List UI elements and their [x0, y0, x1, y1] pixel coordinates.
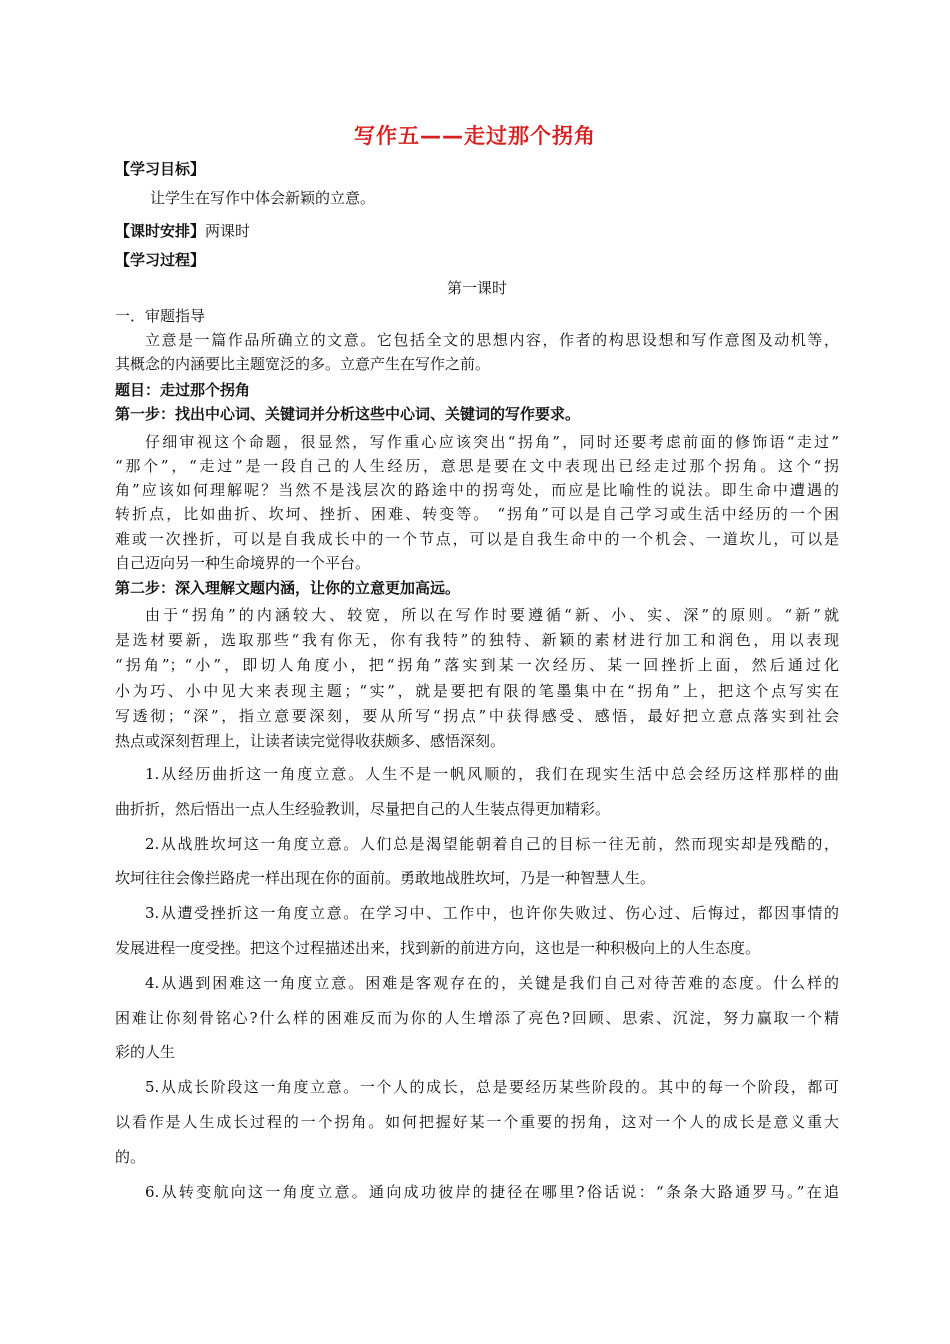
step-two-heading: 第二步：深入理解文题内涵，让你的立意更加高远。	[115, 579, 461, 597]
schedule-row	[115, 219, 839, 243]
paragraph-line: 角”应该如何理解呢？当然不是浅层次的路途中的拐弯处，而应是比喻性的说法。即生命中遭遇的	[115, 481, 839, 499]
paragraph-line: 立意是一篇作品所确立的文意。它包括全文的思想内容，作者的构思设想和写作意图及动机等，	[145, 331, 839, 349]
schedule-label: 【课时安排】	[115, 222, 206, 240]
numbered-item-3-cont: 发展进程一度受挫。把这个过程描述出来，找到新的前进方向，这也是一种积极向上的人生态度。	[115, 939, 761, 957]
goal-text: 让学生在写作中体会新颖的立意。	[150, 189, 376, 207]
paragraph-line: 小为巧、小中见大来表现主题；“实”，就是要把有限的笔墨集中在“拐角”上，把这个点写实在	[115, 682, 839, 700]
paragraph-line: 其概念的内涵要比主题宽泛的多。立意产生在写作之前。	[115, 355, 491, 373]
numbered-item-5: 5.从成长阶段这一角度立意。一个人的成长，总是要经历某些阶段的。其中的每一个阶段，都可	[145, 1078, 839, 1096]
section-heading: 一．审题指导	[115, 307, 206, 325]
document-title: 写作五——走过那个拐角	[354, 124, 596, 148]
paragraph-line: “那个”，“走过”是一段自己的人生经历，意思是要在文中表现出已经走过那个拐角。这个“拐	[115, 457, 839, 475]
paragraph-line: “拐角”；“小”，即切人角度小，把“拐角”落实到某一次经历、某一回挫折上面，然后通过化	[115, 656, 839, 674]
numbered-item-4-cont: 困难让你刻骨铭心?什么样的困难反而为你的人生增添了亮色?回顾、思索、沉淀，努力赢取一个精	[115, 1009, 839, 1027]
step-one-heading: 第一步：找出中心词、关键词并分析这些中心词、关键词的写作要求。	[115, 405, 581, 423]
numbered-item-4: 4.从遇到困难这一角度立意。困难是客观存在的，关键是我们自己对待苦难的态度。什么样的	[145, 974, 839, 992]
numbered-item-3: 3.从遭受挫折这一角度立意。在学习中、工作中，也许你失败过、伤心过、后悔过，都因事情的	[145, 904, 839, 922]
topic-line: 题目：走过那个拐角	[115, 381, 251, 399]
numbered-item-2-cont: 坎坷往往会像拦路虎一样出现在你的面前。勇敢地战胜坎坷，乃是一种智慧人生。	[115, 869, 656, 887]
paragraph-line: 难或一次挫折，可以是自我成长中的一个节点，可以是自我生命中的一个机会、一道坎儿，可以是	[115, 530, 839, 548]
numbered-item-4-cont: 彩的人生	[115, 1043, 176, 1061]
numbered-item-5-cont: 以看作是人生成长过程的一个拐角。如何把握好某一个重要的拐角，这对一个人的成长是意义重大	[115, 1113, 839, 1131]
paragraph-line: 自己迈向另一种生命境界的一个平台。	[115, 554, 371, 572]
paragraph-line: 热点或深刻哲理上，让读者读完觉得收获颇多、感悟深刻。	[115, 732, 506, 750]
paragraph-line: 由于“拐角”的内涵较大、较宽，所以在写作时要遵循“新、小、实、深”的原则。“新”就	[145, 606, 839, 624]
process-label: 【学习过程】	[115, 251, 206, 269]
numbered-item-1-cont: 曲折折，然后悟出一点人生经验教训，尽量把自己的人生装点得更加精彩。	[115, 800, 611, 818]
numbered-item-6: 6.从转变航向这一角度立意。通向成功彼岸的捷径在哪里?俗话说：“条条大路通罗马。”在追	[145, 1183, 839, 1201]
paragraph-line: 转折点，比如曲折、坎坷、挫折、困难、转变等。 “拐角”可以是自己学习或生活中经历的一个困	[115, 505, 839, 523]
lesson-heading: 第一课时	[446, 279, 507, 297]
schedule-value: 两课时	[205, 222, 251, 240]
goal-label: 【学习目标】	[115, 160, 206, 178]
paragraph-line: 仔细审视这个命题，很显然，写作重心应该突出“拐角”，同时还要考虑前面的修饰语“走过”	[145, 433, 839, 451]
numbered-item-1: 1.从经历曲折这一角度立意。人生不是一帆风顺的，我们在现实生活中总会经历这样那样的曲	[145, 765, 839, 783]
paragraph-line: 写透彻；“深”，指立意要深刻，要从所写“拐点”中获得感受、感悟，最好把立意点落实到社会	[115, 707, 839, 725]
paragraph-line: 是选材要新，选取那些“我有你无，你有我特”的独特、新颖的素材进行加工和润色，用以表现	[115, 631, 839, 649]
numbered-item-2: 2.从战胜坎坷这一角度立意。人们总是渴望能朝着自己的目标一往无前，然而现实却是残酷的，	[145, 835, 839, 853]
numbered-item-5-cont: 的。	[115, 1148, 146, 1166]
